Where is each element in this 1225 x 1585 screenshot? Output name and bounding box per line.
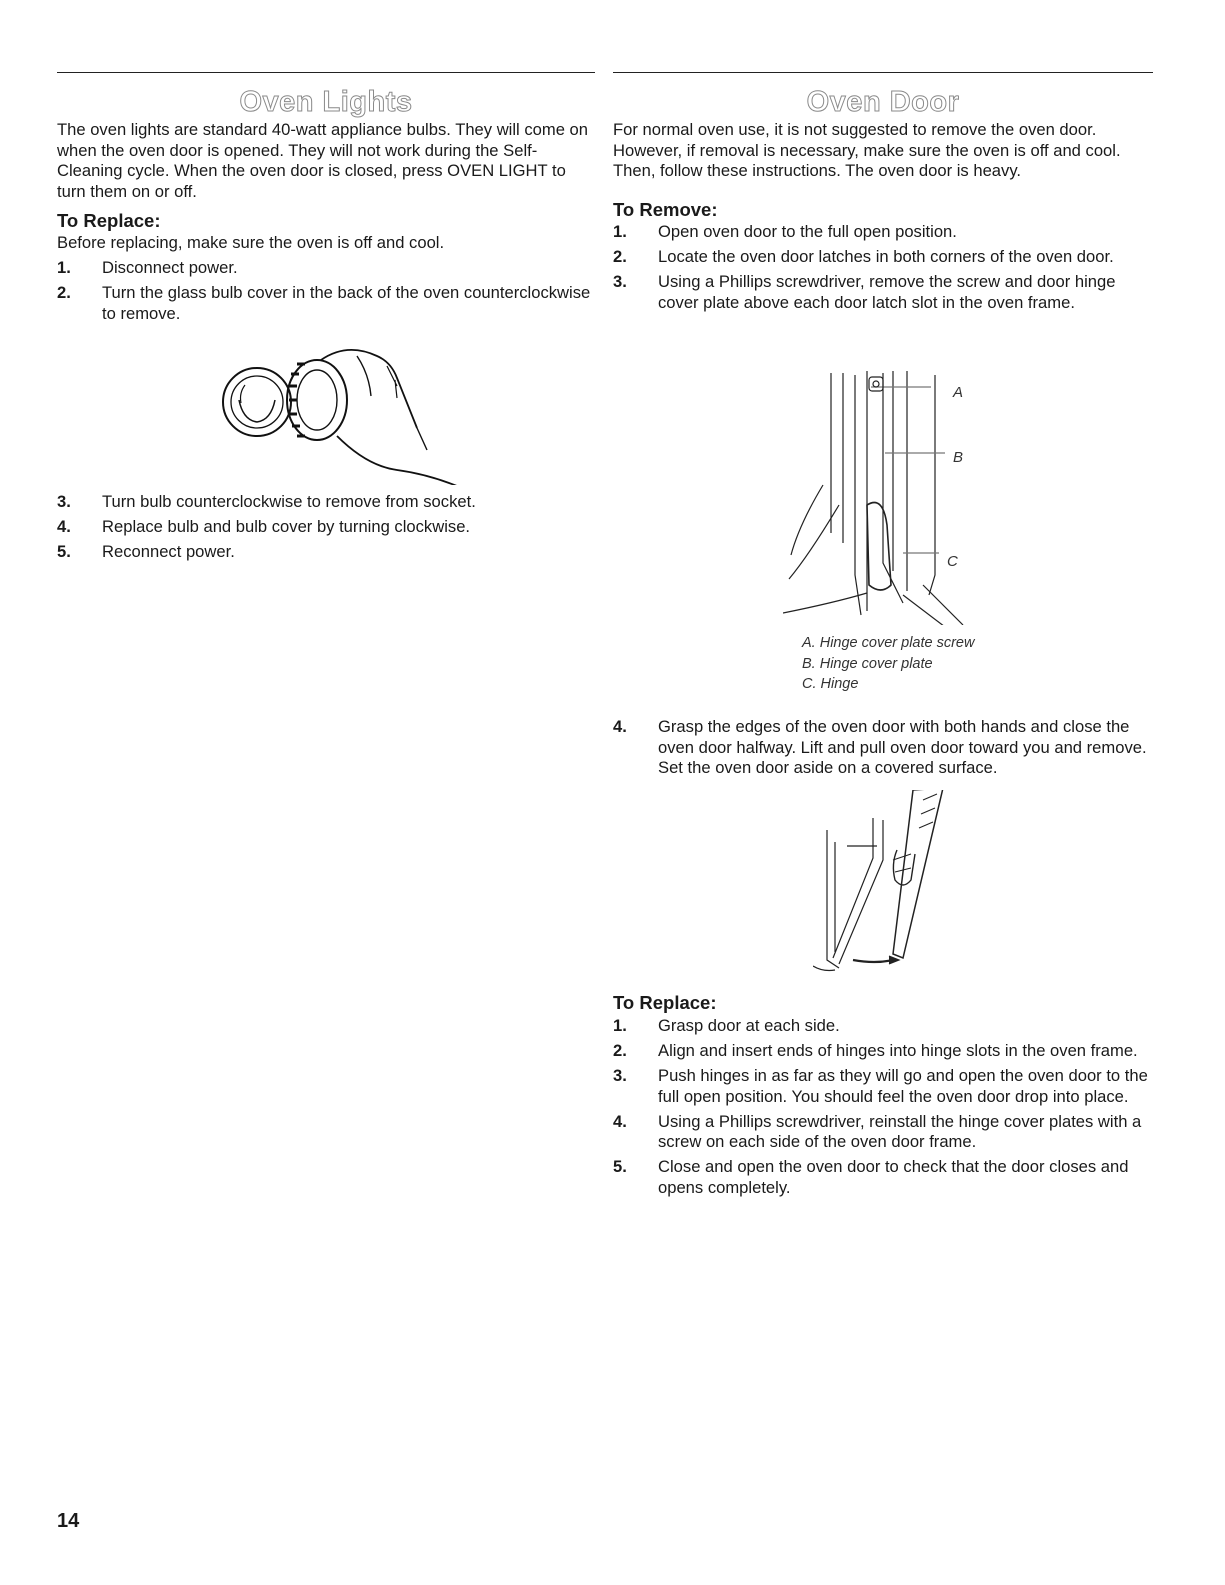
- list-item: 1. Open oven door to the full open position.: [613, 222, 957, 241]
- list-item: 3. Push hinges in as far as they will go and open the oven door to the full open position. You should feel the oven door drop into place.: [613, 1066, 1148, 1106]
- replace-heading: To Replace:: [57, 210, 161, 231]
- list-item: 4. Using a Phillips screwdriver, reinstall the hinge cover plates with a screw on each side of the oven door frame.: [613, 1111, 1142, 1151]
- replace-heading: To Replace:: [613, 992, 717, 1013]
- replace-steps-list-continued: [57, 492, 595, 567]
- replace-intro: Before replacing, make sure the oven is off and cool.: [57, 233, 445, 252]
- callout-b: B: [953, 449, 964, 466]
- list-item: 2. Turn the glass bulb cover in the back of the oven counterclockwise to remove.: [57, 283, 591, 323]
- section-rule: [57, 72, 595, 73]
- replace-steps-list: [613, 1016, 1153, 1203]
- hinge-illustration: [783, 365, 983, 625]
- callout-c: C: [947, 553, 958, 570]
- list-item: 5. Close and open the oven door to check that the door closes and opens completely.: [613, 1157, 1129, 1197]
- list-item: 1. Disconnect power.: [57, 258, 238, 277]
- remove-steps-list-continued: [613, 717, 1153, 783]
- caption-c: C. Hinge: [802, 676, 859, 692]
- callout-a: A: [953, 384, 964, 401]
- list-item: 3. Using a Phillips screwdriver, remove the screw and door hinge cover plate above each door latch slot in the oven frame.: [613, 272, 1116, 312]
- section-title: Oven Door: [806, 86, 960, 118]
- list-item: 3. Turn bulb counterclockwise to remove from socket.: [57, 492, 476, 511]
- list-item: 4. Replace bulb and bulb cover by turning clockwise.: [57, 517, 471, 536]
- hinge-captions: [802, 633, 974, 695]
- list-item: 4. Grasp the edges of the oven door with both hands and close the oven door halfway. Lift and pull oven door toward you and remove. Set the oven door aside on a covered surface.: [613, 717, 1147, 777]
- intro-paragraph: The oven lights are standard 40-watt appliance bulbs. They will come on when the oven door is opened. They will not work during the Self-Cleaning cycle. When the oven door is closed, press OVEN LIGHT to turn them on or off.: [57, 120, 588, 201]
- section-title: Oven Lights: [239, 86, 413, 118]
- caption-a: A. Hinge cover plate screw: [802, 635, 975, 651]
- remove-heading: To Remove:: [613, 199, 718, 220]
- door-removal-illustration: [813, 790, 973, 980]
- caption-b: B. Hinge cover plate: [802, 655, 933, 672]
- list-item: 2. Align and insert ends of hinges into hinge slots in the oven frame.: [613, 1041, 1138, 1060]
- list-item: 5. Reconnect power.: [57, 542, 235, 561]
- remove-steps-list: [613, 222, 1153, 318]
- list-item: 2. Locate the oven door latches in both corners of the oven door.: [613, 247, 1114, 266]
- page-number: 14: [57, 1510, 80, 1532]
- bulb-cover-illustration: [217, 340, 457, 485]
- intro-paragraph: For normal oven use, it is not suggested to remove the oven door. However, if removal is necessary, make sure the oven is off and cool. Then, follow these instructions. The oven door is heavy.: [613, 120, 1121, 180]
- section-rule: [613, 72, 1153, 73]
- replace-steps-list: [57, 258, 595, 329]
- list-item: 1. Grasp door at each side.: [613, 1016, 840, 1035]
